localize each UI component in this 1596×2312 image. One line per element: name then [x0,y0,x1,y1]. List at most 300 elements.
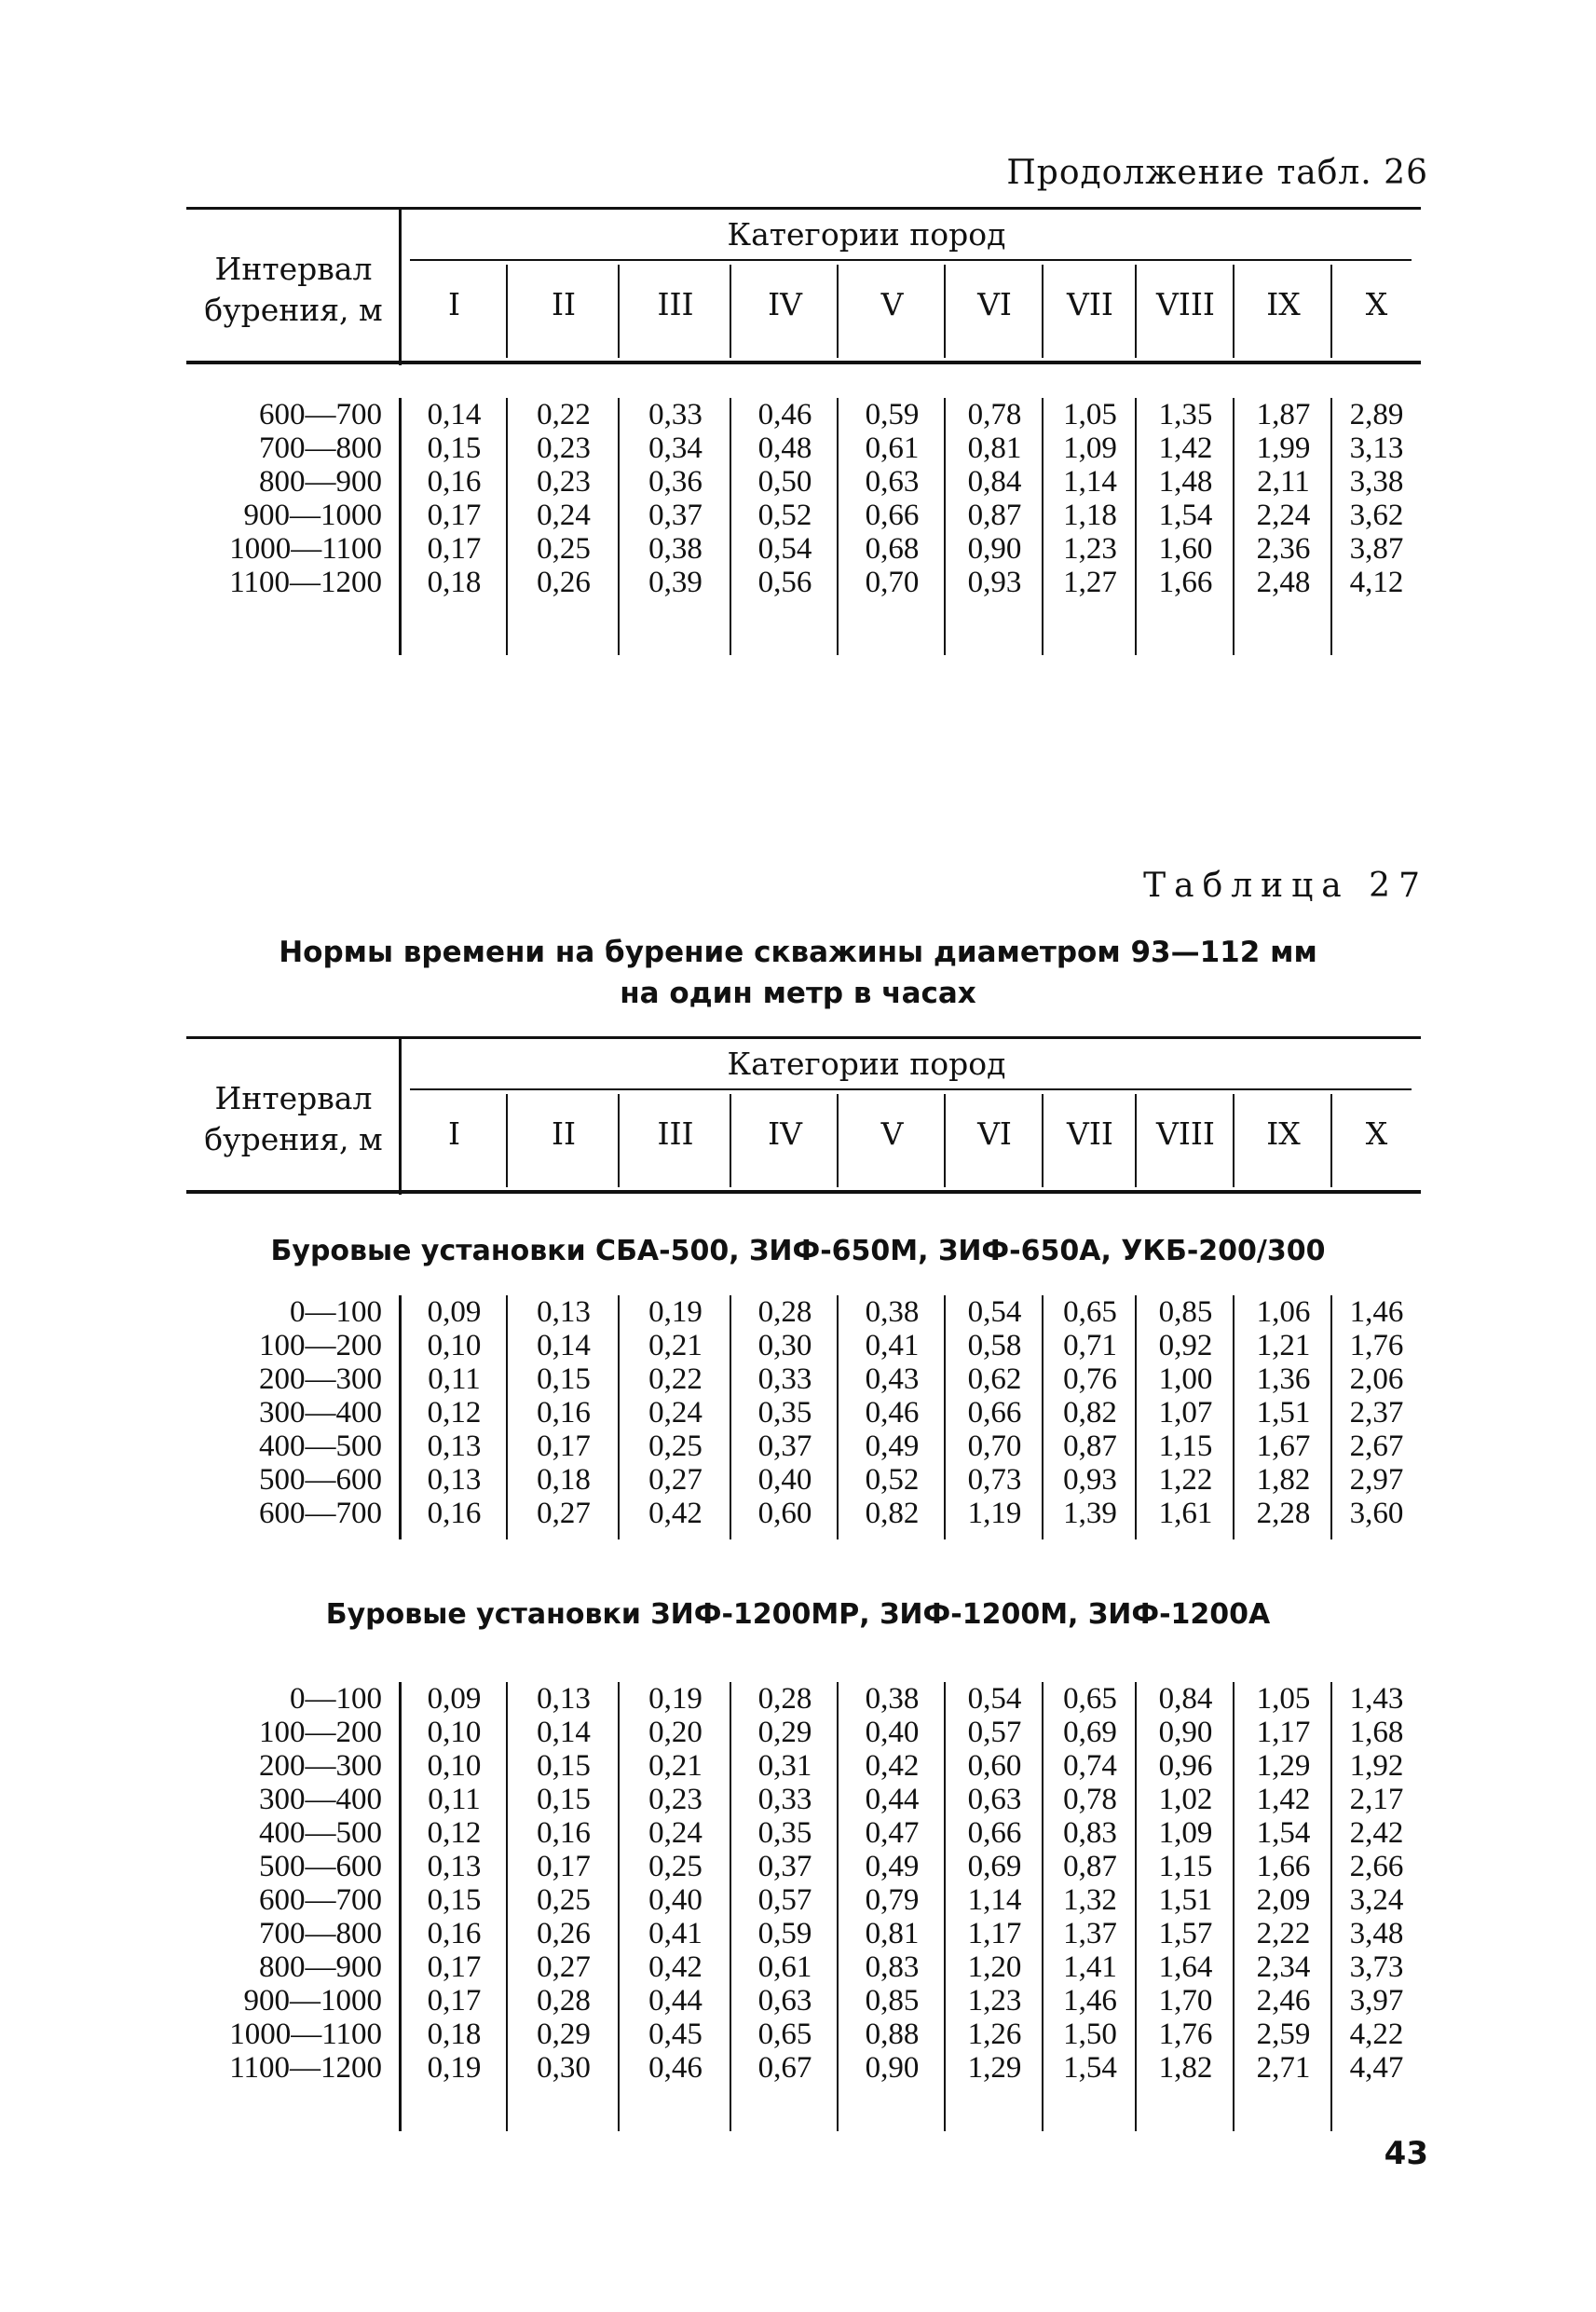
value-cell: 0,24 [648,1816,703,1850]
interval-header-line-2: бурения, м [204,1121,383,1157]
value-cell: 0,35 [757,1396,812,1430]
value-cell: 0,63 [967,1783,1022,1816]
value-cell: 1,54 [1256,1816,1311,1850]
value-cell: 0,37 [757,1430,812,1463]
value-cell: 0,90 [865,2051,920,2085]
value-cell: 1,29 [1256,1749,1311,1783]
value-cell: 0,44 [865,1783,920,1816]
value-cell: 0,40 [648,1883,703,1917]
value-cell: 0,87 [1063,1430,1117,1463]
value-cell: 0,84 [967,465,1022,499]
value-cell: 1,35 [1158,398,1213,431]
value-cell: 0,27 [537,1950,591,1984]
value-cell: 1,61 [1158,1497,1213,1530]
value-cell: 0,27 [648,1463,703,1497]
value-cell: 0,28 [757,1682,812,1716]
value-cell: 1,51 [1256,1396,1311,1430]
value-cell: 0,34 [648,431,703,465]
value-cell: 2,71 [1256,2051,1311,2085]
value-cell: 2,17 [1349,1783,1404,1816]
value-cell: 1,51 [1158,1883,1213,1917]
value-cell: 0,22 [648,1362,703,1396]
row-interval: 0—100 [290,1682,382,1716]
value-cell: 1,48 [1158,465,1213,499]
value-cell: 0,26 [537,1917,591,1950]
value-cell: 2,42 [1349,1816,1404,1850]
value-cell: 0,16 [427,1917,482,1950]
value-cell: 1,09 [1063,431,1117,465]
value-cell: 0,50 [757,465,812,499]
value-cell: 1,82 [1256,1463,1311,1497]
categories-header: Категории пород [727,1046,1006,1082]
value-cell: 1,50 [1063,2018,1117,2051]
value-cell: 0,16 [537,1396,591,1430]
value-cell: 0,31 [757,1749,812,1783]
table-27-section-2 [186,1682,1421,2139]
value-cell: 0,87 [1063,1850,1117,1883]
column-rule [1233,1094,1235,1187]
header-bottom-rule [186,1190,1421,1194]
value-cell: 0,68 [865,532,920,566]
table-27-title-line-2: на один метр в часах [620,977,976,1010]
value-cell: 4,22 [1349,2018,1404,2051]
value-cell: 0,66 [967,1816,1022,1850]
column-rule [837,265,839,358]
value-cell: 3,24 [1349,1883,1404,1917]
row-interval: 500—600 [259,1463,382,1497]
value-cell: 0,74 [1063,1749,1117,1783]
row-interval: 800—900 [259,465,382,499]
value-cell: 1,70 [1158,1984,1213,2018]
categories-rule [410,1088,1412,1090]
column-header-iv: IV [768,286,802,322]
value-cell: 0,69 [967,1850,1022,1883]
row-interval: 400—500 [259,1430,382,1463]
header-top-rule [186,1036,1421,1039]
row-interval: 600—700 [259,398,382,431]
column-rule [1042,1094,1044,1187]
value-cell: 2,36 [1256,532,1311,566]
value-cell: 1,64 [1158,1950,1213,1984]
row-interval: 0—100 [290,1295,382,1329]
column-header-vii: VII [1067,1115,1113,1152]
row-interval: 900—1000 [243,1984,382,2018]
row-interval: 1000—1100 [229,2018,382,2051]
value-cell: 0,57 [757,1883,812,1917]
row-interval: 1000—1100 [229,532,382,566]
row-interval: 300—400 [259,1783,382,1816]
value-cell: 2,11 [1257,465,1310,499]
column-rule [618,265,620,358]
value-cell: 1,43 [1349,1682,1404,1716]
value-cell: 1,66 [1256,1850,1311,1883]
value-cell: 1,23 [967,1984,1022,2018]
column-header-x: X [1365,286,1388,322]
value-cell: 0,46 [865,1396,920,1430]
value-cell: 0,12 [427,1816,482,1850]
value-cell: 0,83 [1063,1816,1117,1850]
row-interval: 800—900 [259,1950,382,1984]
value-cell: 0,24 [648,1396,703,1430]
value-cell: 2,28 [1256,1497,1311,1530]
row-interval: 300—400 [259,1396,382,1430]
row-interval: 400—500 [259,1816,382,1850]
value-cell: 1,15 [1158,1850,1213,1883]
value-cell: 0,71 [1063,1329,1117,1362]
value-cell: 1,23 [1063,532,1117,566]
column-header-viii: VIII [1156,1115,1215,1152]
value-cell: 0,42 [865,1749,920,1783]
value-cell: 0,11 [428,1783,481,1816]
value-cell: 0,15 [537,1749,591,1783]
value-cell: 2,09 [1256,1883,1311,1917]
value-cell: 0,42 [648,1497,703,1530]
value-cell: 0,96 [1158,1749,1213,1783]
value-cell: 0,83 [865,1950,920,1984]
column-header-ii: II [551,286,577,322]
column-rule [506,1094,508,1187]
interval-header [186,249,401,331]
value-cell: 0,81 [967,431,1022,465]
column-header-viii: VIII [1156,286,1215,322]
value-cell: 0,76 [1063,1362,1117,1396]
value-cell: 0,54 [967,1295,1022,1329]
value-cell: 1,76 [1158,2018,1213,2051]
row-interval: 500—600 [259,1850,382,1883]
interval-header [186,1078,401,1160]
section-1-title: Буровые установки СБА-500, ЗИФ-650М, ЗИФ-650А, УКБ-200/300 [270,1235,1326,1267]
value-cell: 0,43 [865,1362,920,1396]
value-cell: 0,82 [865,1497,920,1530]
value-cell: 0,28 [537,1984,591,2018]
row-interval: 100—200 [259,1716,382,1749]
value-cell: 0,17 [427,532,482,566]
table-27-title-line-1: Нормы времени на бурение скважины диаметром 93—112 мм [279,936,1317,969]
value-cell: 0,73 [967,1463,1022,1497]
value-cell: 3,13 [1349,431,1404,465]
value-cell: 0,13 [537,1682,591,1716]
value-cell: 0,61 [757,1950,812,1984]
column-rule [730,265,731,358]
value-cell: 1,26 [967,2018,1022,2051]
row-interval: 700—800 [259,431,382,465]
value-cell: 2,59 [1256,2018,1311,2051]
value-cell: 0,29 [537,2018,591,2051]
value-cell: 3,38 [1349,465,1404,499]
value-cell: 0,46 [648,2051,703,2085]
column-rule [944,1094,946,1187]
column-header-ix: IX [1266,286,1301,322]
column-rule [506,265,508,358]
categories-rule [410,259,1412,261]
value-cell: 0,61 [865,431,920,465]
table-27-title [0,932,1596,1014]
value-cell: 0,27 [537,1497,591,1530]
header-bottom-rule [186,361,1421,364]
value-cell: 1,76 [1349,1329,1404,1362]
value-cell: 0,33 [757,1783,812,1816]
value-cell: 1,67 [1256,1430,1311,1463]
value-cell: 1,37 [1063,1917,1117,1950]
value-cell: 1,42 [1256,1783,1311,1816]
value-cell: 0,93 [1063,1463,1117,1497]
value-cell: 0,57 [967,1716,1022,1749]
value-cell: 2,97 [1349,1463,1404,1497]
value-cell: 0,87 [967,499,1022,532]
value-cell: 0,25 [648,1850,703,1883]
value-cell: 0,13 [427,1430,482,1463]
row-interval: 600—700 [259,1497,382,1530]
value-cell: 0,25 [537,1883,591,1917]
column-header-iii: III [657,1115,694,1152]
value-cell: 3,97 [1349,1984,1404,2018]
value-cell: 2,67 [1349,1430,1404,1463]
value-cell: 0,52 [865,1463,920,1497]
value-cell: 0,41 [865,1329,920,1362]
value-cell: 0,18 [537,1463,591,1497]
value-cell: 0,59 [865,398,920,431]
value-cell: 0,46 [757,398,812,431]
value-cell: 0,85 [1158,1295,1213,1329]
value-cell: 1,99 [1256,431,1311,465]
value-cell: 0,54 [757,532,812,566]
column-header-x: X [1365,1115,1388,1152]
value-cell: 1,68 [1349,1716,1404,1749]
continuation-caption: Продолжение табл. 26 [1006,154,1428,192]
value-cell: 1,41 [1063,1950,1117,1984]
value-cell: 0,17 [427,1950,482,1984]
value-cell: 0,81 [865,1917,920,1950]
value-cell: 0,39 [648,566,703,599]
row-interval: 900—1000 [243,499,382,532]
value-cell: 2,34 [1256,1950,1311,1984]
column-header-v: V [880,286,904,322]
column-header-v: V [880,1115,904,1152]
value-cell: 0,56 [757,566,812,599]
value-cell: 0,67 [757,2051,812,2085]
value-cell: 3,62 [1349,499,1404,532]
value-cell: 0,59 [757,1917,812,1950]
value-cell: 0,10 [427,1716,482,1749]
value-cell: 1,29 [967,2051,1022,2085]
column-rule [837,1094,839,1187]
value-cell: 0,29 [757,1716,812,1749]
value-cell: 0,35 [757,1816,812,1850]
value-cell: 0,63 [757,1984,812,2018]
value-cell: 0,10 [427,1749,482,1783]
value-cell: 0,30 [537,2051,591,2085]
value-cell: 0,45 [648,2018,703,2051]
value-cell: 1,60 [1158,532,1213,566]
value-cell: 0,69 [1063,1716,1117,1749]
value-cell: 0,26 [537,566,591,599]
value-cell: 2,06 [1349,1362,1404,1396]
value-cell: 0,47 [865,1816,920,1850]
column-header-vii: VII [1067,286,1113,322]
value-cell: 0,17 [427,1984,482,2018]
value-cell: 0,24 [537,499,591,532]
value-cell: 1,15 [1158,1430,1213,1463]
value-cell: 0,09 [427,1682,482,1716]
value-cell: 0,23 [648,1783,703,1816]
value-cell: 3,48 [1349,1917,1404,1950]
value-cell: 1,14 [1063,465,1117,499]
value-cell: 1,17 [967,1917,1022,1950]
interval-header-line-1: Интервал [214,1080,373,1116]
value-cell: 0,85 [865,1984,920,2018]
value-cell: 0,65 [1063,1295,1117,1329]
value-cell: 0,65 [1063,1682,1117,1716]
value-cell: 2,37 [1349,1396,1404,1430]
value-cell: 0,33 [648,398,703,431]
value-cell: 0,13 [427,1463,482,1497]
value-cell: 0,62 [967,1362,1022,1396]
value-cell: 1,66 [1158,566,1213,599]
column-header-i: I [447,286,461,322]
value-cell: 0,28 [757,1295,812,1329]
value-cell: 3,87 [1349,532,1404,566]
value-cell: 1,27 [1063,566,1117,599]
value-cell: 0,18 [427,2018,482,2051]
table-27-header [186,1036,1421,1204]
value-cell: 1,39 [1063,1497,1117,1530]
row-interval: 700—800 [259,1917,382,1950]
value-cell: 1,87 [1256,398,1311,431]
row-interval: 200—300 [259,1749,382,1783]
value-cell: 0,38 [865,1682,920,1716]
value-cell: 0,70 [967,1430,1022,1463]
value-cell: 0,65 [757,2018,812,2051]
value-cell: 1,00 [1158,1362,1213,1396]
value-cell: 0,93 [967,566,1022,599]
value-cell: 0,21 [648,1329,703,1362]
table-27-section-1 [186,1295,1421,1556]
value-cell: 1,92 [1349,1749,1404,1783]
value-cell: 1,54 [1063,2051,1117,2085]
value-cell: 0,38 [648,532,703,566]
value-cell: 2,66 [1349,1850,1404,1883]
value-cell: 2,46 [1256,1984,1311,2018]
value-cell: 0,36 [648,465,703,499]
value-cell: 0,13 [427,1850,482,1883]
value-cell: 0,19 [648,1682,703,1716]
value-cell: 1,46 [1349,1295,1404,1329]
column-rule [1330,265,1332,358]
value-cell: 1,05 [1063,398,1117,431]
value-cell: 0,37 [648,499,703,532]
value-cell: 1,22 [1158,1463,1213,1497]
value-cell: 0,66 [865,499,920,532]
column-rule [618,1094,620,1187]
value-cell: 0,44 [648,1984,703,2018]
value-cell: 0,22 [537,398,591,431]
value-cell: 0,19 [427,2051,482,2085]
value-cell: 1,17 [1256,1716,1311,1749]
row-interval: 600—700 [259,1883,382,1917]
value-cell: 0,19 [648,1295,703,1329]
value-cell: 0,60 [757,1497,812,1530]
value-cell: 0,11 [428,1362,481,1396]
value-cell: 0,14 [427,398,482,431]
value-cell: 0,17 [537,1430,591,1463]
value-cell: 0,54 [967,1682,1022,1716]
interval-header-line-1: Интервал [214,251,373,287]
value-cell: 0,42 [648,1950,703,1984]
column-header-ii: II [551,1115,577,1152]
value-cell: 0,10 [427,1329,482,1362]
value-cell: 1,18 [1063,499,1117,532]
value-cell: 0,15 [537,1783,591,1816]
value-cell: 1,82 [1158,2051,1213,2085]
value-cell: 0,16 [427,1497,482,1530]
column-rule [944,265,946,358]
column-header-vi: VI [977,1115,1012,1152]
value-cell: 0,49 [865,1850,920,1883]
column-rule [730,1094,731,1187]
value-cell: 0,63 [865,465,920,499]
value-cell: 1,21 [1256,1329,1311,1362]
column-rule [1135,1094,1137,1187]
column-rule [1042,265,1044,358]
value-cell: 0,16 [427,465,482,499]
categories-header: Категории пород [727,216,1006,253]
value-cell: 1,57 [1158,1917,1213,1950]
value-cell: 2,24 [1256,499,1311,532]
value-cell: 0,15 [427,1883,482,1917]
value-cell: 0,52 [757,499,812,532]
value-cell: 0,49 [865,1430,920,1463]
value-cell: 0,84 [1158,1682,1213,1716]
value-cell: 0,25 [537,532,591,566]
column-rule [1233,265,1235,358]
value-cell: 0,20 [648,1716,703,1749]
value-cell: 0,25 [648,1430,703,1463]
value-cell: 0,40 [757,1463,812,1497]
value-cell: 0,78 [1063,1783,1117,1816]
value-cell: 0,37 [757,1850,812,1883]
value-cell: 0,17 [427,499,482,532]
column-header-iv: IV [768,1115,802,1152]
value-cell: 0,41 [648,1917,703,1950]
column-rule [1330,1094,1332,1187]
value-cell: 1,06 [1256,1295,1311,1329]
value-cell: 1,20 [967,1950,1022,1984]
value-cell: 0,82 [1063,1396,1117,1430]
value-cell: 0,09 [427,1295,482,1329]
value-cell: 1,32 [1063,1883,1117,1917]
value-cell: 0,33 [757,1362,812,1396]
section-2-title: Буровые установки ЗИФ-1200МР, ЗИФ-1200М, ЗИФ-1200А [325,1598,1271,1631]
value-cell: 4,12 [1349,566,1404,599]
value-cell: 2,89 [1349,398,1404,431]
value-cell: 0,66 [967,1396,1022,1430]
row-interval: 100—200 [259,1329,382,1362]
value-cell: 2,22 [1256,1917,1311,1950]
value-cell: 1,19 [967,1497,1022,1530]
value-cell: 0,92 [1158,1329,1213,1362]
page-number: 43 [1384,2135,1428,2172]
header-top-rule [186,207,1421,210]
value-cell: 0,30 [757,1329,812,1362]
value-cell: 0,90 [1158,1716,1213,1749]
column-rule [1135,265,1137,358]
value-cell: 0,14 [537,1716,591,1749]
value-cell: 0,60 [967,1749,1022,1783]
value-cell: 1,07 [1158,1396,1213,1430]
value-cell: 0,48 [757,431,812,465]
column-header-iii: III [657,286,694,322]
value-cell: 0,40 [865,1716,920,1749]
